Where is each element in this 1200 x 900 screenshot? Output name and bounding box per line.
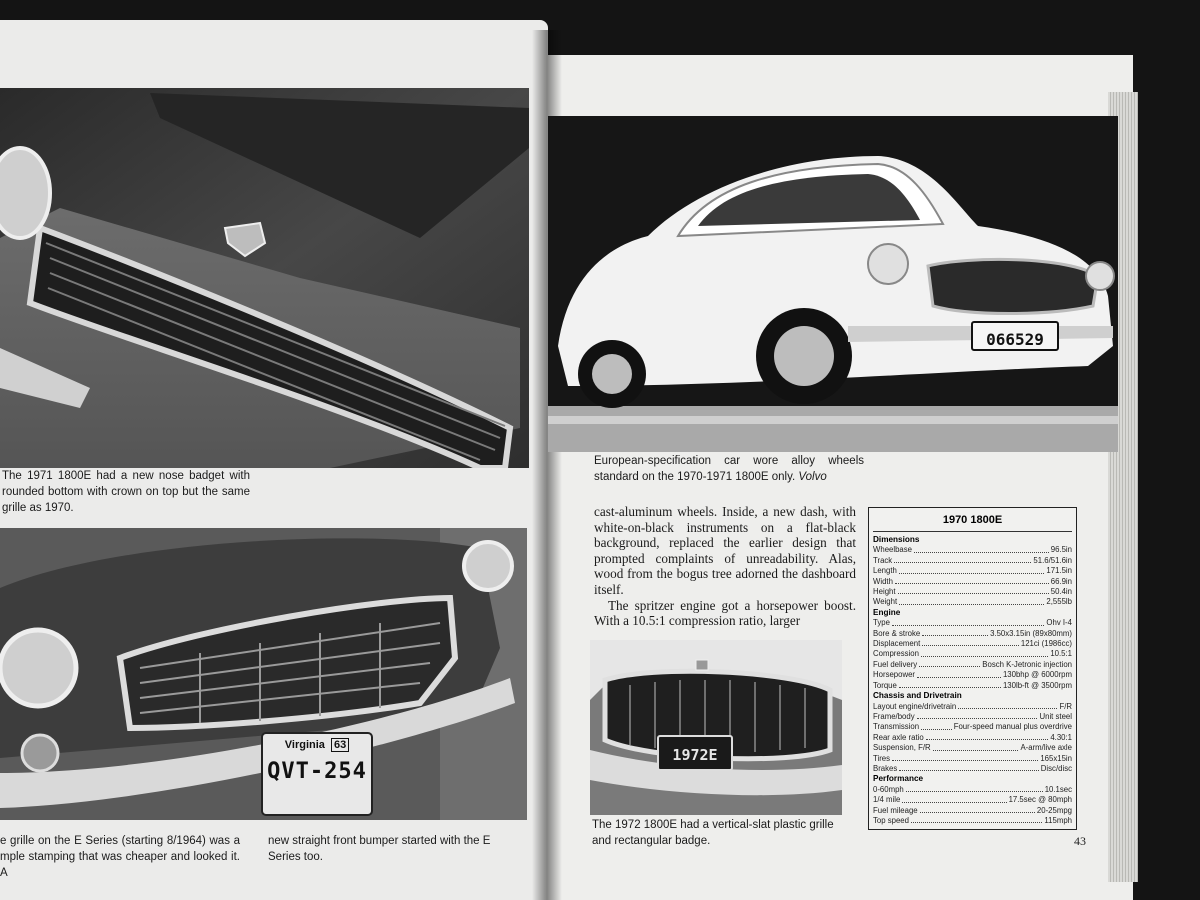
spec-label: Transmission <box>873 722 920 732</box>
photo-1972-grille <box>590 640 842 815</box>
spec-value: 2,555lb <box>1046 597 1072 607</box>
caption-1972-grille: The 1972 1800E had a vertical-slat plastic grille and rectangular badge. <box>592 819 834 847</box>
spec-leader-dots <box>919 660 980 667</box>
spec-row <box>873 660 1072 670</box>
license-plate-european: 066529 <box>986 330 1044 349</box>
spec-row <box>873 545 1072 555</box>
spec-label: Fuel delivery <box>873 659 918 669</box>
spec-row <box>873 702 1072 712</box>
spec-section-heading: Chassis and Drivetrain <box>873 691 962 701</box>
spec-value: 4.30:1 <box>1050 732 1072 742</box>
spec-label: Brakes <box>873 763 898 773</box>
spec-label: 1/4 mile <box>873 795 901 805</box>
spec-row <box>873 639 1072 649</box>
spec-value: A-arm/live axle <box>1020 743 1072 753</box>
spec-label: Displacement <box>873 639 921 649</box>
body-paragraph-2: The spritzer engine got a horsepower boost. With a 10.5:1 compression ratio, larger <box>594 597 856 629</box>
spec-label: Type <box>873 618 890 628</box>
article-body <box>594 504 856 629</box>
spec-label: 0-60mph <box>873 784 904 794</box>
caption-alloy-wheels <box>594 453 864 485</box>
photo-credit: Volvo <box>798 471 827 483</box>
spec-label: Weight <box>873 597 898 607</box>
spec-value: 20-25mpg <box>1036 805 1072 815</box>
spec-body <box>873 535 1072 826</box>
spec-value: 10.1sec <box>1044 784 1072 794</box>
photo-hood-closeup <box>0 88 529 468</box>
spec-row <box>873 670 1072 680</box>
spec-leader-dots <box>898 587 1049 594</box>
spec-leader-dots <box>902 795 1006 802</box>
spec-value: Bosch K-Jetronic injection <box>982 659 1072 669</box>
spec-row <box>873 795 1072 805</box>
spec-section-heading: Performance <box>873 774 924 784</box>
caption-e-series-bumper: new straight front bumper started with the E Series too. <box>268 835 491 863</box>
spec-value: 50.4in <box>1050 587 1072 597</box>
license-plate-virginia <box>262 733 372 815</box>
spec-row <box>873 816 1072 826</box>
spec-value: 17.5sec @ 80mph <box>1008 795 1072 805</box>
spec-label: Horsepower <box>873 670 916 680</box>
spec-value: Unit steel <box>1039 711 1072 721</box>
spec-row <box>873 722 1072 732</box>
spec-leader-dots <box>895 577 1049 584</box>
spec-leader-dots <box>899 566 1045 573</box>
spec-leader-dots <box>920 806 1035 813</box>
plate-year: 63 <box>331 738 349 752</box>
spec-row <box>873 597 1072 607</box>
spec-leader-dots <box>906 785 1043 792</box>
caption-e-series-grille: e grille on the E Series (starting 8/1964) was a mple stamping that was cheaper and looked it. A <box>0 835 240 879</box>
spec-title: 1970 1800E <box>873 512 1072 532</box>
spec-label: Compression <box>873 649 919 659</box>
spec-row <box>873 681 1072 691</box>
spec-value: 165x15in <box>1040 753 1072 763</box>
spec-label: Frame/body <box>873 711 915 721</box>
spec-box <box>868 507 1077 830</box>
spec-row <box>873 743 1072 753</box>
spec-leader-dots <box>899 681 1001 688</box>
spec-value: Disc/disc <box>1040 763 1072 773</box>
spec-leader-dots <box>922 629 988 636</box>
spec-value: F/R <box>1059 701 1072 711</box>
plate-state: Virginia <box>284 739 325 751</box>
spec-section-heading: Dimensions <box>873 535 920 544</box>
spec-row <box>873 587 1072 597</box>
plate-number: QVT-254 <box>267 759 367 784</box>
spec-value: 171.5in <box>1046 566 1072 576</box>
spec-value: 10.5:1 <box>1050 649 1072 659</box>
page-number: 43 <box>1074 834 1086 848</box>
spec-value: 3.50x3.15in (89x80mm) <box>990 628 1072 638</box>
spec-row <box>873 712 1072 722</box>
spec-label: Rear axle ratio <box>873 732 924 742</box>
spec-label: Height <box>873 587 896 597</box>
photo-white-1800e <box>548 116 1118 452</box>
spec-row <box>873 733 1072 743</box>
license-plate-1972e: 1972E <box>672 746 718 764</box>
body-paragraph-1: cast-aluminum wheels. Inside, a new dash, with white-on-black instruments on a flat-black background, replaced the earlier design that prompted complaints of unreadability. Alas, wood from the bogus tree adorned the dashboard itself. <box>594 504 856 597</box>
spec-leader-dots <box>917 712 1038 719</box>
spec-leader-dots <box>958 702 1057 709</box>
spec-value: Four-speed manual plus overdrive <box>953 722 1072 732</box>
spec-row <box>873 806 1072 816</box>
spec-value: 121ci (1986cc) <box>1020 639 1072 649</box>
caption-alloy-wheels-text: European-specification car wore alloy wheels standard on the 1970-1971 1800E only. <box>594 455 864 483</box>
spec-leader-dots <box>911 816 1042 823</box>
spec-label: Bore & stroke <box>873 628 921 638</box>
spec-label: Width <box>873 576 893 586</box>
spec-row <box>873 566 1072 576</box>
spec-leader-dots <box>894 556 1031 563</box>
spec-label: Fuel mileage <box>873 805 918 815</box>
spec-leader-dots <box>921 722 952 729</box>
spec-section-heading: Engine <box>873 607 901 617</box>
spec-label: Tires <box>873 753 891 763</box>
spec-row <box>873 577 1072 587</box>
spec-leader-dots <box>892 618 1045 625</box>
spec-value: Ohv I-4 <box>1046 618 1072 628</box>
spec-row <box>873 754 1072 764</box>
spec-value: 66.9in <box>1050 576 1072 586</box>
spec-row <box>873 618 1072 628</box>
spec-leader-dots <box>922 639 1019 646</box>
spec-row <box>873 785 1072 795</box>
spec-leader-dots <box>933 743 1019 750</box>
spec-leader-dots <box>892 754 1038 761</box>
spec-label: Top speed <box>873 815 909 825</box>
spec-value: 130lb-ft @ 3500rpm <box>1002 680 1072 690</box>
spec-row <box>873 649 1072 659</box>
spec-leader-dots <box>921 649 1048 656</box>
spec-row <box>873 764 1072 774</box>
spec-label: Layout engine/drivetrain <box>873 701 957 711</box>
spec-value: 115mph <box>1044 815 1072 825</box>
spec-value: 130bhp @ 6000rpm <box>1002 670 1072 680</box>
caption-hood-badge: The 1971 1800E had a new nose badget with rounded bottom with crown on top but the same grille as 1970. <box>2 470 250 514</box>
spec-leader-dots <box>917 670 1001 677</box>
spec-label: Wheelbase <box>873 545 913 555</box>
spec-row <box>873 629 1072 639</box>
spec-value: 51.6/51.6in <box>1033 555 1072 565</box>
spec-leader-dots <box>926 733 1049 740</box>
spec-label: Length <box>873 566 897 576</box>
spec-row <box>873 556 1072 566</box>
spec-leader-dots <box>914 545 1049 552</box>
spec-label: Torque <box>873 680 897 690</box>
spec-label: Track <box>873 555 893 565</box>
spec-label: Suspension, F/R <box>873 743 931 753</box>
spec-leader-dots <box>899 764 1039 771</box>
spec-value: 96.5in <box>1050 545 1072 555</box>
spec-leader-dots <box>899 597 1044 604</box>
